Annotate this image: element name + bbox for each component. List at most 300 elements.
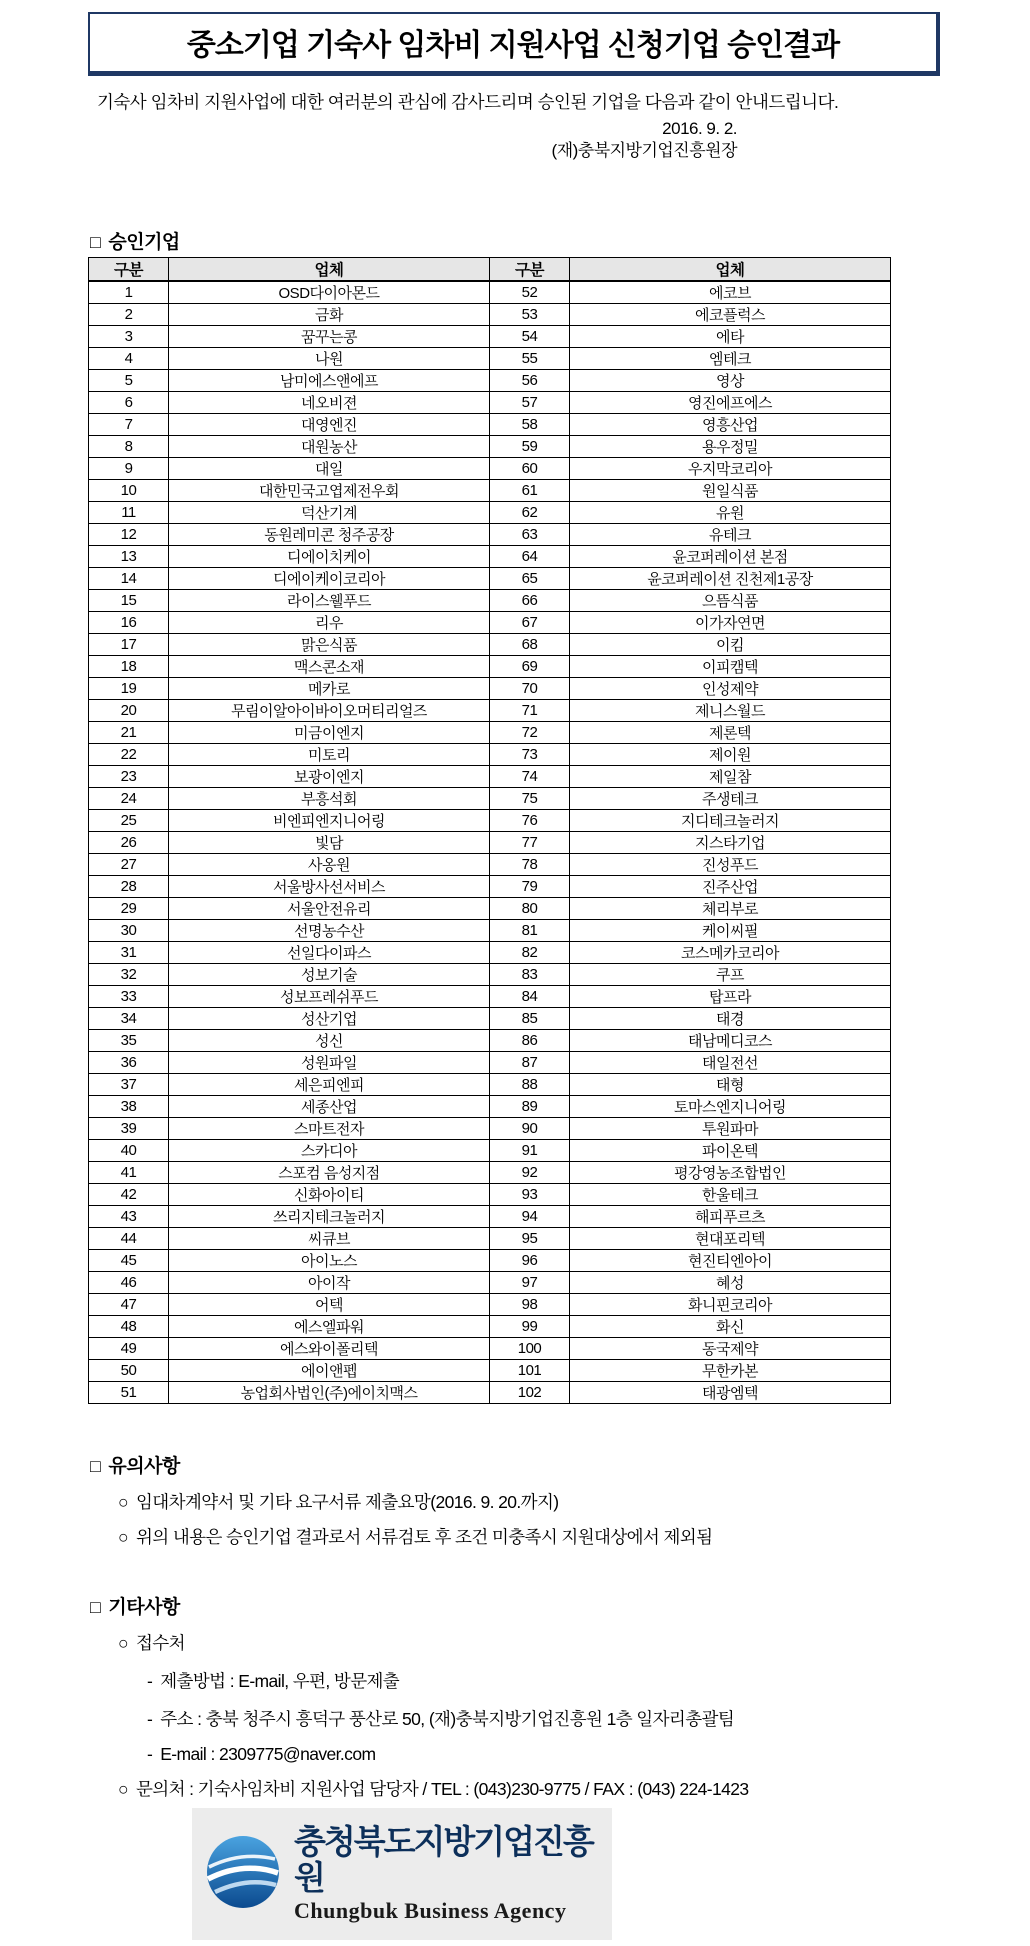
row-no: 97 xyxy=(490,1271,570,1293)
table-row xyxy=(89,941,891,963)
table-row xyxy=(89,985,891,1007)
company-cell: OSD다이아몬드 xyxy=(169,281,490,304)
company-cell: 대일 xyxy=(169,457,490,479)
dash-bullet-icon: - xyxy=(147,1708,153,1729)
company-cell: 에코플럭스 xyxy=(570,303,891,325)
agency-logo xyxy=(192,1808,612,1940)
note-item xyxy=(118,1526,1030,1549)
agency-logo-text xyxy=(294,1824,612,1925)
company-cell: 나원 xyxy=(169,347,490,369)
table-row xyxy=(89,677,891,699)
company-cell: 윤코퍼레이션 본점 xyxy=(570,545,891,567)
row-no: 47 xyxy=(89,1293,169,1315)
company-cell: 에타 xyxy=(570,325,891,347)
square-bullet-icon: □ xyxy=(90,231,101,252)
company-cell: 파이온텍 xyxy=(570,1139,891,1161)
company-cell: 꿈꾸는콩 xyxy=(169,325,490,347)
company-cell: 원일식품 xyxy=(570,479,891,501)
company-cell: 에스엘파워 xyxy=(169,1315,490,1337)
row-no: 21 xyxy=(89,721,169,743)
company-cell: 메카로 xyxy=(169,677,490,699)
company-cell: 혜성 xyxy=(570,1271,891,1293)
row-no: 76 xyxy=(490,809,570,831)
row-no: 66 xyxy=(490,589,570,611)
company-cell: 지스타기업 xyxy=(570,831,891,853)
row-no: 31 xyxy=(89,941,169,963)
company-cell: 아이노스 xyxy=(169,1249,490,1271)
row-no: 13 xyxy=(89,545,169,567)
square-bullet-icon: □ xyxy=(90,1455,101,1476)
column-header-company-left: 업체 xyxy=(169,257,490,281)
row-no: 20 xyxy=(89,699,169,721)
row-no: 23 xyxy=(89,765,169,787)
row-no: 17 xyxy=(89,633,169,655)
document-date: 2016. 9. 2. xyxy=(662,118,737,138)
company-cell: 어텍 xyxy=(169,1293,490,1315)
row-no: 24 xyxy=(89,787,169,809)
company-cell: 선명농수산 xyxy=(169,919,490,941)
approved-table-body xyxy=(89,281,891,1404)
row-no: 26 xyxy=(89,831,169,853)
table-row xyxy=(89,1007,891,1029)
company-cell: 윤코퍼레이션 진천제1공장 xyxy=(570,567,891,589)
row-no: 14 xyxy=(89,567,169,589)
company-cell: 화니핀코리아 xyxy=(570,1293,891,1315)
row-no: 102 xyxy=(490,1381,570,1403)
row-no: 74 xyxy=(490,765,570,787)
company-cell: 지디테크놀러지 xyxy=(570,809,891,831)
company-cell: 영흥산업 xyxy=(570,413,891,435)
table-row xyxy=(89,501,891,523)
table-row xyxy=(89,281,891,304)
table-row xyxy=(89,303,891,325)
table-row xyxy=(89,787,891,809)
row-no: 34 xyxy=(89,1007,169,1029)
notes-section-label: 유의사항 xyxy=(108,1455,180,1477)
company-cell: 비엔피엔지니어링 xyxy=(169,809,490,831)
company-cell: 남미에스앤에프 xyxy=(169,369,490,391)
company-cell: 이가자연면 xyxy=(570,611,891,633)
company-cell: 빛담 xyxy=(169,831,490,853)
row-no: 10 xyxy=(89,479,169,501)
table-row xyxy=(89,1293,891,1315)
approved-companies-table xyxy=(88,257,891,1404)
table-row xyxy=(89,897,891,919)
row-no: 75 xyxy=(490,787,570,809)
table-row xyxy=(89,743,891,765)
table-row xyxy=(89,853,891,875)
row-no: 53 xyxy=(490,303,570,325)
row-no: 22 xyxy=(89,743,169,765)
company-cell: 현진티엔아이 xyxy=(570,1249,891,1271)
row-no: 58 xyxy=(490,413,570,435)
company-cell: 스포컴 음성지점 xyxy=(169,1161,490,1183)
company-cell: 동국제약 xyxy=(570,1337,891,1359)
row-no: 94 xyxy=(490,1205,570,1227)
company-cell: 인성제약 xyxy=(570,677,891,699)
row-no: 55 xyxy=(490,347,570,369)
row-no: 43 xyxy=(89,1205,169,1227)
company-cell: 세종산업 xyxy=(169,1095,490,1117)
company-cell: 미금이엔지 xyxy=(169,721,490,743)
company-cell: 제이원 xyxy=(570,743,891,765)
row-no: 16 xyxy=(89,611,169,633)
table-row xyxy=(89,1051,891,1073)
document-title: 중소기업 기숙사 임차비 지원사업 신청기업 승인결과 xyxy=(88,12,940,76)
row-no: 45 xyxy=(89,1249,169,1271)
row-no: 7 xyxy=(89,413,169,435)
note-item-text: 임대차계약서 및 기타 요구서류 제출요망(2016. 9. 20.까지) xyxy=(135,1491,559,1512)
row-no: 72 xyxy=(490,721,570,743)
row-no: 8 xyxy=(89,435,169,457)
company-cell: 이킴 xyxy=(570,633,891,655)
row-no: 73 xyxy=(490,743,570,765)
company-cell: 성보기술 xyxy=(169,963,490,985)
reception-detail-text: 제출방법 : E-mail, 우편, 방문제출 xyxy=(160,1670,400,1691)
row-no: 11 xyxy=(89,501,169,523)
row-no: 32 xyxy=(89,963,169,985)
company-cell: 태경 xyxy=(570,1007,891,1029)
table-row xyxy=(89,325,891,347)
company-cell: 탑프라 xyxy=(570,985,891,1007)
agency-name-english: Chungbuk Business Agency xyxy=(294,1898,567,1924)
notes-section-heading xyxy=(90,1451,1030,1478)
table-row xyxy=(89,1271,891,1293)
reception-item xyxy=(118,1632,1030,1655)
company-cell: 한울테크 xyxy=(570,1183,891,1205)
company-cell: 씨큐브 xyxy=(169,1227,490,1249)
row-no: 83 xyxy=(490,963,570,985)
column-header-no-left: 구분 xyxy=(89,257,169,281)
row-no: 36 xyxy=(89,1051,169,1073)
row-no: 35 xyxy=(89,1029,169,1051)
company-cell: 무한카본 xyxy=(570,1359,891,1381)
table-row xyxy=(89,633,891,655)
company-cell: 사옹원 xyxy=(169,853,490,875)
company-cell: 토마스엔지니어링 xyxy=(570,1095,891,1117)
row-no: 50 xyxy=(89,1359,169,1381)
row-no: 25 xyxy=(89,809,169,831)
row-no: 93 xyxy=(490,1183,570,1205)
table-row xyxy=(89,413,891,435)
company-cell: 부흥석회 xyxy=(169,787,490,809)
company-cell: 제니스월드 xyxy=(570,699,891,721)
reception-detail xyxy=(147,1744,1030,1765)
table-row xyxy=(89,655,891,677)
table-row xyxy=(89,809,891,831)
reception-detail xyxy=(147,1706,1030,1731)
company-cell: 선일다이파스 xyxy=(169,941,490,963)
row-no: 3 xyxy=(89,325,169,347)
company-cell: 에코브 xyxy=(570,281,891,304)
company-cell: 에이앤펩 xyxy=(169,1359,490,1381)
company-cell: 리우 xyxy=(169,611,490,633)
row-no: 71 xyxy=(490,699,570,721)
company-cell: 보광이엔지 xyxy=(169,765,490,787)
note-item-text: 위의 내용은 승인기업 결과로서 서류검토 후 조건 미충족시 지원대상에서 제외됨 xyxy=(135,1527,713,1548)
company-cell: 태남메디코스 xyxy=(570,1029,891,1051)
etc-section-heading xyxy=(90,1592,1030,1619)
table-row xyxy=(89,435,891,457)
row-no: 82 xyxy=(490,941,570,963)
dash-bullet-icon: - xyxy=(147,1743,153,1764)
company-cell: 진성푸드 xyxy=(570,853,891,875)
company-cell: 해피푸르츠 xyxy=(570,1205,891,1227)
table-row xyxy=(89,875,891,897)
table-row xyxy=(89,1337,891,1359)
company-cell: 성산기업 xyxy=(169,1007,490,1029)
row-no: 30 xyxy=(89,919,169,941)
reception-detail-text: 주소 : 충북 청주시 흥덕구 풍산로 50, (재)충북지방기업진흥원 1층 일자리총괄팀 xyxy=(160,1708,735,1729)
company-cell: 디에이케이코리아 xyxy=(169,567,490,589)
company-cell: 쓰리지테크놀러지 xyxy=(169,1205,490,1227)
table-row xyxy=(89,1205,891,1227)
company-cell: 태광엠텍 xyxy=(570,1381,891,1403)
company-cell: 화신 xyxy=(570,1315,891,1337)
row-no: 18 xyxy=(89,655,169,677)
company-cell: 코스메카코리아 xyxy=(570,941,891,963)
row-no: 86 xyxy=(490,1029,570,1051)
company-cell: 엠테크 xyxy=(570,347,891,369)
company-cell: 투원파마 xyxy=(570,1117,891,1139)
row-no: 49 xyxy=(89,1337,169,1359)
row-no: 79 xyxy=(490,875,570,897)
row-no: 19 xyxy=(89,677,169,699)
row-no: 91 xyxy=(490,1139,570,1161)
company-cell: 맑은식품 xyxy=(169,633,490,655)
table-row xyxy=(89,1095,891,1117)
approved-section-label: 승인기업 xyxy=(108,231,180,253)
table-row xyxy=(89,1249,891,1271)
table-row xyxy=(89,1227,891,1249)
row-no: 90 xyxy=(490,1117,570,1139)
table-row xyxy=(89,479,891,501)
company-cell: 성신 xyxy=(169,1029,490,1051)
table-row xyxy=(89,545,891,567)
note-item xyxy=(118,1491,1030,1514)
company-cell: 신화아이티 xyxy=(169,1183,490,1205)
row-no: 39 xyxy=(89,1117,169,1139)
circle-bullet-icon: ○ xyxy=(118,1778,128,1799)
table-row xyxy=(89,1117,891,1139)
row-no: 1 xyxy=(89,281,169,304)
company-cell: 우지막코리아 xyxy=(570,457,891,479)
company-cell: 서울방사선서비스 xyxy=(169,875,490,897)
company-cell: 쿠프 xyxy=(570,963,891,985)
table-row xyxy=(89,369,891,391)
row-no: 60 xyxy=(490,457,570,479)
company-cell: 맥스콘소재 xyxy=(169,655,490,677)
row-no: 70 xyxy=(490,677,570,699)
row-no: 6 xyxy=(89,391,169,413)
table-row xyxy=(89,457,891,479)
company-cell: 태형 xyxy=(570,1073,891,1095)
company-cell: 세은피엔피 xyxy=(169,1073,490,1095)
agency-name-korean: 충청북도지방기업진흥원 xyxy=(294,1822,593,1896)
company-cell: 케이씨필 xyxy=(570,919,891,941)
date-signer-block xyxy=(0,118,737,163)
company-cell: 체리부로 xyxy=(570,897,891,919)
table-row xyxy=(89,721,891,743)
company-cell: 네오비젼 xyxy=(169,391,490,413)
reception-label: 접수처 xyxy=(135,1633,185,1653)
table-row xyxy=(89,611,891,633)
row-no: 51 xyxy=(89,1381,169,1403)
row-no: 101 xyxy=(490,1359,570,1381)
row-no: 89 xyxy=(490,1095,570,1117)
row-no: 44 xyxy=(89,1227,169,1249)
row-no: 12 xyxy=(89,523,169,545)
table-row xyxy=(89,589,891,611)
table-row xyxy=(89,699,891,721)
row-no: 41 xyxy=(89,1161,169,1183)
company-cell: 영상 xyxy=(570,369,891,391)
row-no: 56 xyxy=(490,369,570,391)
company-cell: 금화 xyxy=(169,303,490,325)
table-row xyxy=(89,1315,891,1337)
table-row xyxy=(89,1073,891,1095)
company-cell: 서울안전유리 xyxy=(169,897,490,919)
table-header-row xyxy=(89,257,891,281)
row-no: 77 xyxy=(490,831,570,853)
reception-detail-text: E-mail : 2309775@naver.com xyxy=(160,1743,376,1764)
company-cell: 유원 xyxy=(570,501,891,523)
row-no: 92 xyxy=(490,1161,570,1183)
row-no: 52 xyxy=(490,281,570,304)
row-no: 29 xyxy=(89,897,169,919)
circle-bullet-icon: ○ xyxy=(118,1491,128,1512)
company-cell: 태일전선 xyxy=(570,1051,891,1073)
company-cell: 대원농산 xyxy=(169,435,490,457)
row-no: 98 xyxy=(490,1293,570,1315)
row-no: 69 xyxy=(490,655,570,677)
row-no: 96 xyxy=(490,1249,570,1271)
company-cell: 스카디아 xyxy=(169,1139,490,1161)
company-cell: 제일참 xyxy=(570,765,891,787)
table-row xyxy=(89,1029,891,1051)
company-cell: 제론텍 xyxy=(570,721,891,743)
dash-bullet-icon: - xyxy=(147,1670,153,1691)
company-cell: 유테크 xyxy=(570,523,891,545)
company-cell: 라이스웰푸드 xyxy=(169,589,490,611)
row-no: 87 xyxy=(490,1051,570,1073)
table-row xyxy=(89,523,891,545)
intro-paragraph: 기숙사 임차비 지원사업에 대한 여러분의 관심에 감사드리며 승인된 기업을 다음과 같이 안내드립니다. xyxy=(97,92,839,112)
company-cell: 대한민국고엽제전우회 xyxy=(169,479,490,501)
company-cell: 덕산기계 xyxy=(169,501,490,523)
row-no: 61 xyxy=(490,479,570,501)
row-no: 46 xyxy=(89,1271,169,1293)
row-no: 9 xyxy=(89,457,169,479)
table-row xyxy=(89,831,891,853)
table-row xyxy=(89,1161,891,1183)
row-no: 4 xyxy=(89,347,169,369)
table-row xyxy=(89,963,891,985)
circle-bullet-icon: ○ xyxy=(118,1633,128,1653)
row-no: 59 xyxy=(490,435,570,457)
company-cell: 용우정밀 xyxy=(570,435,891,457)
company-cell: 평강영농조합법인 xyxy=(570,1161,891,1183)
row-no: 28 xyxy=(89,875,169,897)
company-cell: 현대포리텍 xyxy=(570,1227,891,1249)
row-no: 57 xyxy=(490,391,570,413)
company-cell: 성보프레쉬푸드 xyxy=(169,985,490,1007)
row-no: 27 xyxy=(89,853,169,875)
table-row xyxy=(89,1359,891,1381)
table-row xyxy=(89,1183,891,1205)
table-row xyxy=(89,347,891,369)
table-row xyxy=(89,919,891,941)
row-no: 5 xyxy=(89,369,169,391)
row-no: 64 xyxy=(490,545,570,567)
row-no: 37 xyxy=(89,1073,169,1095)
document-signer: (재)충북지방기업진흥원장 xyxy=(551,141,737,161)
row-no: 88 xyxy=(490,1073,570,1095)
row-no: 33 xyxy=(89,985,169,1007)
row-no: 63 xyxy=(490,523,570,545)
row-no: 40 xyxy=(89,1139,169,1161)
row-no: 84 xyxy=(490,985,570,1007)
row-no: 67 xyxy=(490,611,570,633)
company-cell: 성원파일 xyxy=(169,1051,490,1073)
table-row xyxy=(89,765,891,787)
row-no: 2 xyxy=(89,303,169,325)
company-cell: 대영엔진 xyxy=(169,413,490,435)
reception-detail xyxy=(147,1668,1030,1693)
circle-bullet-icon: ○ xyxy=(118,1527,128,1548)
table-row xyxy=(89,1381,891,1403)
row-no: 65 xyxy=(490,567,570,589)
row-no: 100 xyxy=(490,1337,570,1359)
table-row xyxy=(89,391,891,413)
row-no: 42 xyxy=(89,1183,169,1205)
contact-text: 문의처 : 기숙사임차비 지원사업 담당자 / TEL : (043)230-9775 / FAX : (043) 224-1423 xyxy=(135,1778,749,1799)
row-no: 80 xyxy=(490,897,570,919)
row-no: 38 xyxy=(89,1095,169,1117)
row-no: 78 xyxy=(490,853,570,875)
company-cell: 주생테크 xyxy=(570,787,891,809)
row-no: 54 xyxy=(490,325,570,347)
table-row xyxy=(89,567,891,589)
agency-globe-icon xyxy=(202,1831,284,1918)
row-no: 15 xyxy=(89,589,169,611)
company-cell: 에스와이폴리텍 xyxy=(169,1337,490,1359)
row-no: 95 xyxy=(490,1227,570,1249)
row-no: 62 xyxy=(490,501,570,523)
company-cell: 으뜸식품 xyxy=(570,589,891,611)
company-cell: 스마트전자 xyxy=(169,1117,490,1139)
company-cell: 미토리 xyxy=(169,743,490,765)
etc-section-label: 기타사항 xyxy=(108,1597,180,1618)
row-no: 81 xyxy=(490,919,570,941)
company-cell: 진주산업 xyxy=(570,875,891,897)
row-no: 99 xyxy=(490,1315,570,1337)
company-cell: 동원레미콘 청주공장 xyxy=(169,523,490,545)
column-header-company-right: 업체 xyxy=(570,257,891,281)
row-no: 85 xyxy=(490,1007,570,1029)
row-no: 68 xyxy=(490,633,570,655)
row-no: 48 xyxy=(89,1315,169,1337)
company-cell: 영진에프에스 xyxy=(570,391,891,413)
company-cell: 아이작 xyxy=(169,1271,490,1293)
company-cell: 이피캠텍 xyxy=(570,655,891,677)
square-bullet-icon: □ xyxy=(90,1597,101,1617)
approved-section-heading xyxy=(90,227,1030,254)
company-cell: 디에이치케이 xyxy=(169,545,490,567)
company-cell: 무림이알아이바이오머티리얼즈 xyxy=(169,699,490,721)
column-header-no-right: 구분 xyxy=(490,257,570,281)
table-row xyxy=(89,1139,891,1161)
